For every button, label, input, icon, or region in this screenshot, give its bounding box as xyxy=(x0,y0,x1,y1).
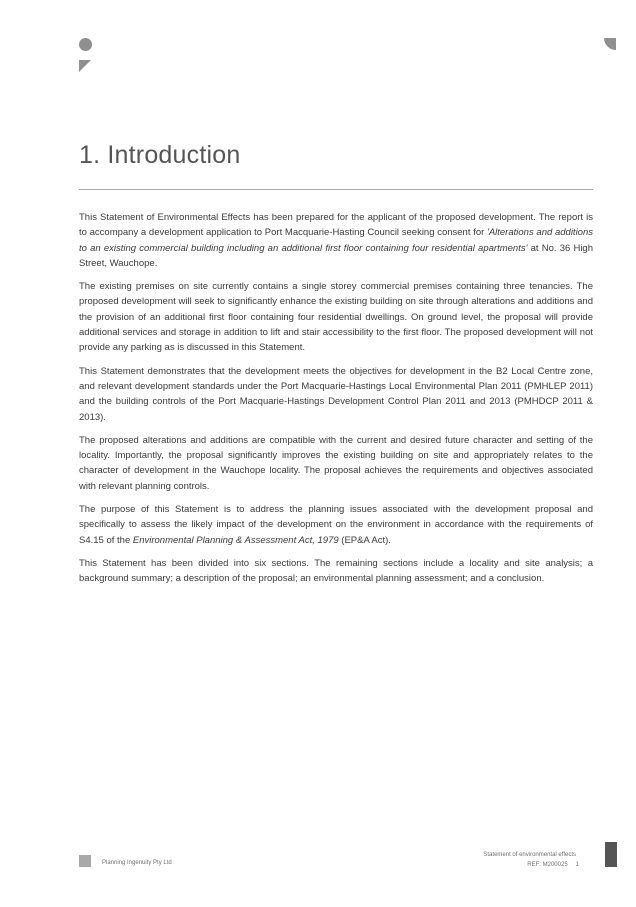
footer-accent-bar xyxy=(605,842,617,867)
body-paragraph xyxy=(79,364,593,425)
page-number: 1 xyxy=(575,862,579,868)
footer-reference xyxy=(527,862,579,868)
body-paragraph xyxy=(79,279,593,355)
corner-decoration-mark xyxy=(604,38,616,50)
footer-company-name: Planning Ingenuity Pty Ltd xyxy=(102,860,172,866)
page-title: 1. Introduction xyxy=(79,141,241,169)
body-paragraph xyxy=(79,433,593,494)
logo-circle-mark xyxy=(79,38,92,51)
text-run: This Statement demonstrates that the development meets the objectives for development in the B2 Local Centre zone, and relevant development standards under the Port Macquarie-Hastings Local Environmental Plan 2011 (PMHLEP 2011) and the building controls of the Port Macquarie-Hastings Development Control Plan 2011 and 2013 (PMHDCP 2011 & 2013). xyxy=(79,365,593,423)
footer-document-title: Statement of environmental effects xyxy=(483,852,576,858)
body-paragraph xyxy=(79,556,593,587)
text-run: This Statement has been divided into six sections. The remaining sections include a locality and site analysis; a background summary; a description of the proposal; an environmental planning assessment; and a conclusion. xyxy=(79,557,593,585)
italic-text: Environmental Planning & Assessment Act, 1979 xyxy=(132,534,339,546)
italic-text: 'Alterations and additions to an existing commercial building including an additional first floor containing four residential apartments' xyxy=(79,227,593,254)
text-run: (EP&A Act). xyxy=(338,534,391,546)
title-divider xyxy=(79,189,593,190)
logo-triangle-mark xyxy=(79,60,91,72)
body-paragraph xyxy=(79,210,593,271)
text-run: The proposed alterations and additions are compatible with the current and desired future character and setting of the locality. Importantly, the proposal significantly improves the existing building on site and appropriately relates to the character of development in the Wauchope locality. The proposal achieves the requirements and objectives associated with relevant planning controls. xyxy=(79,434,593,492)
text-run: This Statement of Environmental Effects has been prepared for the applicant of the proposed development. The report is to accompany a development application to Port Macquarie-Hasting Council seeking consent for xyxy=(79,212,593,239)
body-paragraph xyxy=(79,502,593,548)
text-run: The purpose of this Statement is to address the planning issues associated with the development proposal and specifically to assess the likely impact of the development on the environment in accordance with the requirements of S4.15 of the xyxy=(79,504,593,546)
footer-logo-square xyxy=(79,855,91,867)
text-run: The existing premises on site currently contains a single storey commercial premises containing three tenancies. The proposed development will seek to significantly enhance the existing building on site through alterations and additions and the provision of an additional first floor containing four residential dwellings. On ground level, the proposal will provide additional services and storage in addition to lift and stair accessibility to the first floor. The proposed development will not provide any parking as is discussed in this Statement. xyxy=(79,281,593,354)
footer-ref-code: REF: M200025 xyxy=(527,862,568,868)
body-text xyxy=(79,210,593,595)
text-run: at No. 36 High Street, Wauchope. xyxy=(79,242,593,269)
